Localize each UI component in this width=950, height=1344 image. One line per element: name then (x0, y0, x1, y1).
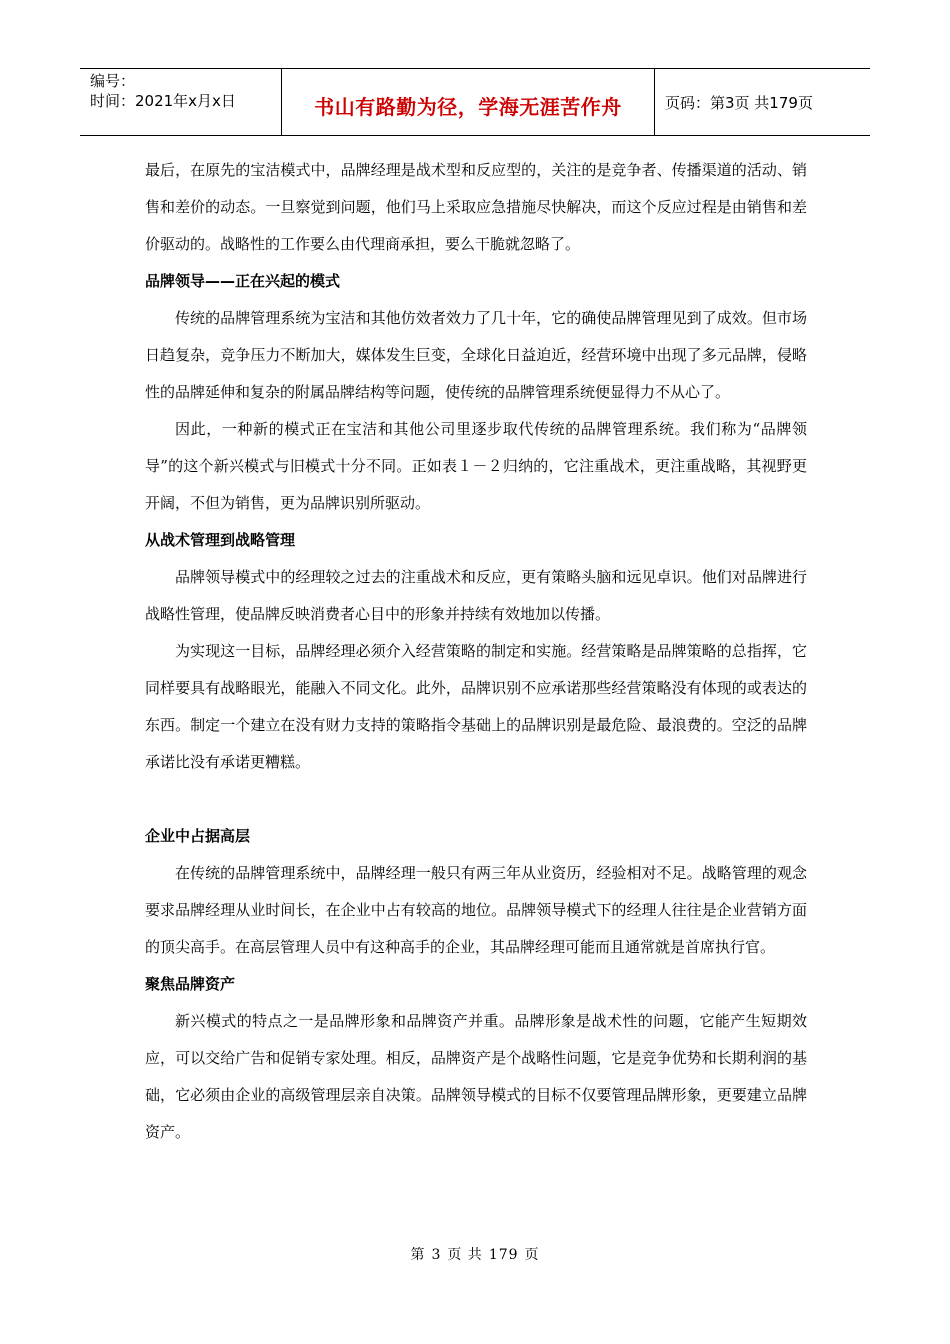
header-motto-cell (282, 69, 655, 135)
page-header (80, 68, 870, 136)
section-heading: 聚焦品牌资产 (145, 975, 236, 993)
paragraph: 因此，一种新的模式正在宝洁和其他公司里逐步取代传统的品牌管理系统。我们称为“品牌领导”的这个新兴模式与旧模式十分不同。正如表１－２归纳的，它注重战术，更注重战略，其视野更开阔，不但为销售，更为品牌识别所驱动。 (145, 420, 807, 512)
footer-suffix: 页 (524, 1247, 540, 1263)
paragraph: 品牌领导模式中的经理较之过去的注重战术和反应，更有策略头脑和远见卓识。他们对品牌进行战略性管理，使品牌反映消费者心目中的形象并持续有效地加以传播。 (145, 568, 807, 623)
header-motto: 书山有路勤为径，学海无涯苦作舟 (314, 95, 622, 119)
blank-line (145, 781, 807, 818)
page-footer (0, 1244, 950, 1264)
date-label: 时间：2021年x月x日 (90, 92, 236, 110)
footer-total-pages: 179 (488, 1247, 519, 1263)
footer-prefix: 第 (410, 1247, 426, 1263)
paragraph: 在传统的品牌管理系统中，品牌经理一般只有两三年从业资历，经验相对不足。战略管理的观念要求品牌经理从业时间长，在企业中占有较高的地位。品牌领导模式下的经理人往往是企业营销方面的顶尖高手。在高层管理人员中有这种高手的企业，其品牌经理可能而且通常就是首席执行官。 (145, 864, 807, 956)
header-meta (80, 69, 282, 135)
section-heading: 从战术管理到战略管理 (145, 531, 296, 549)
paragraph: 为实现这一目标，品牌经理必须介入经营策略的制定和实施。经营策略是品牌策略的总指挥，它同样要具有战略眼光，能融入不同文化。此外，品牌识别不应承诺那些经营策略没有体现的或表达的东西。制定一个建立在没有财力支持的策略指令基础上的品牌识别是最危险、最浪费的。空泛的品牌承诺比没有承诺更糟糕。 (145, 642, 807, 771)
paragraph: 新兴模式的特点之一是品牌形象和品牌资产并重。品牌形象是战术性的问题，它能产生短期效应，可以交给广告和促销专家处理。相反，品牌资产是个战略性问题，它是竞争优势和长期利润的基础，它必须由企业的高级管理层亲自决策。品牌领导模式的目标不仅要管理品牌形象，更要建立品牌资产。 (145, 1012, 807, 1141)
header-page-info: 页码：第3页 共179页 (665, 94, 813, 112)
section-heading: 品牌领导——正在兴起的模式 (145, 272, 341, 290)
code-label: 编号： (90, 72, 136, 90)
paragraph: 传统的品牌管理系统为宝洁和其他仿效者效力了几十年，它的确使品牌管理见到了成效。但市场日趋复杂，竞争压力不断加大，媒体发生巨变，全球化日益迫近，经营环境中出现了多元品牌，侵略性的品牌延伸和复杂的附属品牌结构等问题，使传统的品牌管理系统便显得力不从心了。 (145, 309, 807, 401)
footer-mid: 页 共 (447, 1247, 483, 1263)
document-body (145, 152, 807, 1151)
footer-page-number: 3 (431, 1247, 442, 1263)
paragraph: 最后，在原先的宝洁模式中，品牌经理是战术型和反应型的，关注的是竞争者、传播渠道的活动、销售和差价的动态。一旦察觉到问题，他们马上采取应急措施尽快解决，而这个反应过程是由销售和差价驱动的。战略性的工作要么由代理商承担，要么干脆就忽略了。 (145, 161, 807, 253)
section-heading: 企业中占据高层 (145, 827, 251, 845)
